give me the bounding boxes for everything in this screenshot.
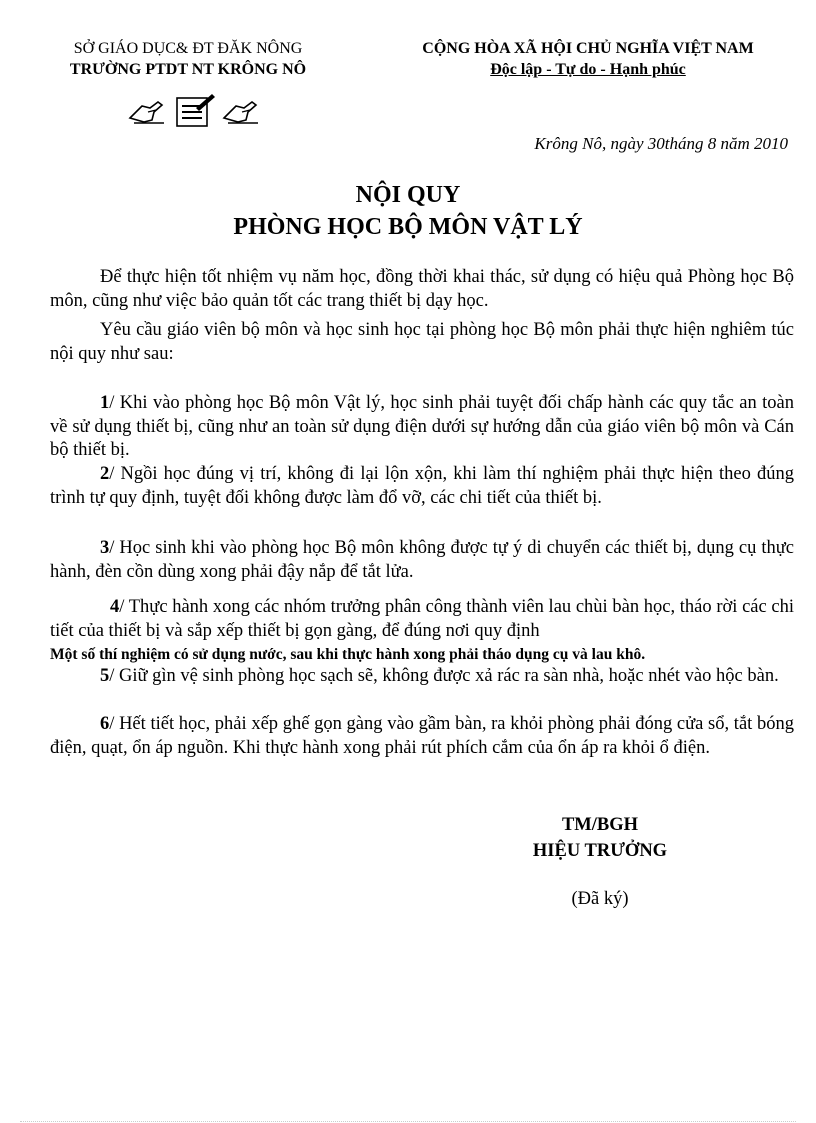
rule-text: / Thực hành xong các nhóm trưởng phân công thành viên lau chùi bàn học, tháo rời các chi tiết của thiết bị và sắp xếp thiết bị gọn gàng, để đúng nơi quy định [50,597,794,641]
writing-hand-icon [128,98,168,126]
signature-block [470,812,730,912]
ornament [128,92,268,130]
rule-text: / Hết tiết học, phải xếp ghế gọn gàng vào gầm bàn, ra khỏi phòng phải đóng cửa sổ, tắt bóng điện, quạt, ổn áp nguồn. Khi thực hành xong phải rút phích cắm của ổn áp ra khỏi ổ điện. [50,714,794,758]
rule-4-note: Một số thí nghiệm có sử dụng nước, sau khi thực hành xong phải tháo dụng cụ và lau khô. [50,646,646,663]
signature-role: TM/BGH [561,815,639,835]
date-line: Krông Nô, ngày 30tháng 8 năm 2010 [534,134,788,153]
rule-1 [50,392,794,463]
rule-2 [50,463,794,510]
rule-6 [50,713,794,760]
rule-text: / Khi vào phòng học Bộ môn Vật lý, học sinh phải tuyệt đối chấp hành các quy tắc an toàn về sử dụng thiết bị, cũng như an toàn sử dụng điện dưới sự hướng dẫn của giáo viên bộ môn và Cán bộ thiết bị. [50,393,794,460]
school-name: TRƯỜNG PTDT NT KRÔNG NÔ [69,61,307,78]
rule-number: 6 [100,714,110,734]
signature-title: HIỆU TRƯỞNG [532,841,668,861]
document-title: NỘI QUY [355,182,461,208]
rule-4 [50,596,794,643]
document-pen-icon [174,92,216,128]
rule-number: 3 [100,538,110,558]
intro-paragraph-2: Yêu cầu giáo viên bộ môn và học sinh học tại phòng học Bộ môn phải thực hiện nghiêm túc nội quy như sau: [50,320,794,364]
intro-paragraph-1: Để thực hiện tốt nhiệm vụ năm học, đồng thời khai thác, sử dụng có hiệu quả Phòng học Bộ môn, cũng như việc bảo quản tốt các trang thiết bị dạy học. [50,267,794,311]
document-subtitle: PHÒNG HỌC BỘ MÔN VẬT LÝ [233,214,583,240]
rule-text: / Giữ gìn vệ sinh phòng học sạch sẽ, không được xả rác ra sàn nhà, hoặc nhét vào hộc bàn. [109,666,779,686]
motto: Độc lập - Tự do - Hạnh phúc [490,61,686,78]
rule-number: 1 [100,393,110,413]
rule-3 [50,537,794,584]
rule-number: 5 [100,666,110,686]
rule-text: / Ngồi học đúng vị trí, không đi lại lộn xộn, khi làm thí nghiệm phải thực hiện theo đúng trình tự quy định, tuyệt đối không được làm đổ vỡ, các chi tiết của thiết bị. [50,464,794,508]
rule-number: 4 [110,597,120,617]
national-motto-block [380,38,796,80]
rule-text: / Học sinh khi vào phòng học Bộ môn không được tự ý di chuyển các thiết bị, dụng cụ thực hành, đèn cồn dùng xong phải đậy nắp để tắt lửa. [50,538,794,582]
country-name: CỘNG HÒA XÃ HỘI CHỦ NGHĨA VIỆT NAM [422,40,754,57]
department-name: SỞ GIÁO DỤC& ĐT ĐĂK NÔNG [73,40,303,57]
rule-number: 2 [100,464,110,484]
signed-note: (Đã ký) [571,889,629,909]
writing-hand-icon [222,98,262,126]
page-bottom-divider [20,1121,796,1122]
issuer-block [30,38,346,80]
rule-5 [50,665,794,689]
